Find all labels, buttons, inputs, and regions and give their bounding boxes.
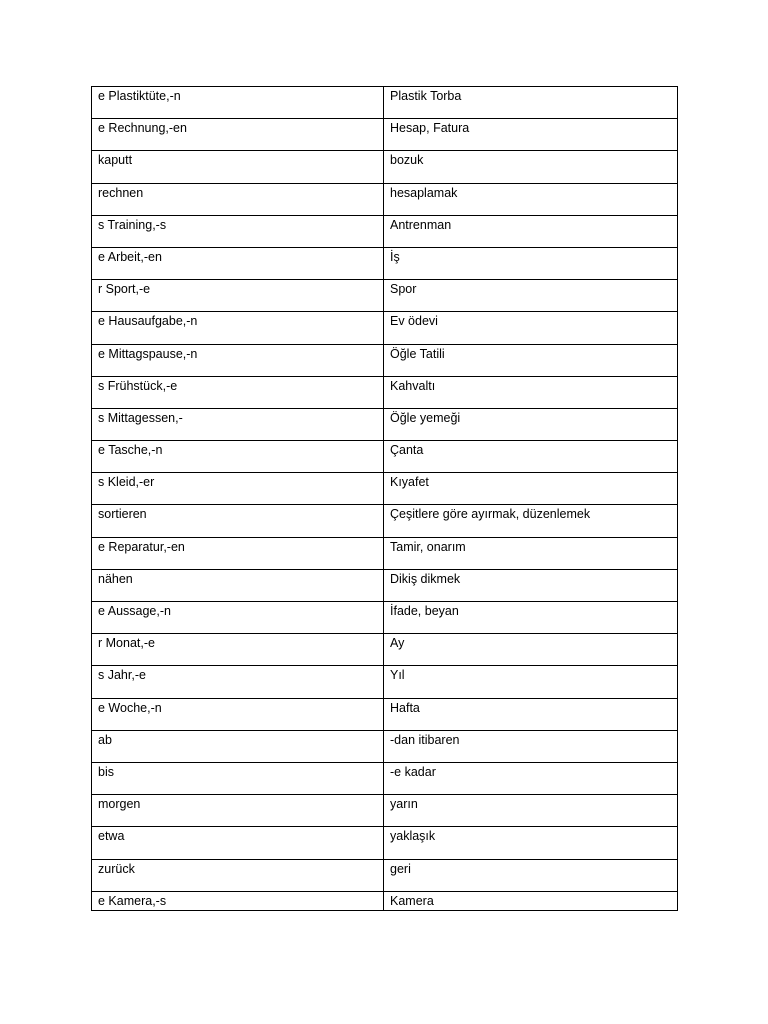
german-word-cell: sortieren [92, 505, 384, 537]
german-word-cell: e Rechnung,-en [92, 119, 384, 151]
table-row [92, 666, 678, 698]
table-row [92, 505, 678, 537]
german-word-cell: s Training,-s [92, 215, 384, 247]
german-word-cell: e Kamera,-s [92, 891, 384, 910]
table-row [92, 827, 678, 859]
vocabulary-table-body [92, 87, 678, 911]
table-row [92, 87, 678, 119]
german-word-cell: s Mittagessen,- [92, 408, 384, 440]
turkish-translation-cell: Kahvaltı [384, 376, 678, 408]
german-word-cell: r Sport,-e [92, 280, 384, 312]
german-word-cell: bis [92, 762, 384, 794]
german-word-cell: r Monat,-e [92, 634, 384, 666]
german-word-cell: e Hausaufgabe,-n [92, 312, 384, 344]
german-word-cell: nähen [92, 569, 384, 601]
german-word-cell: e Plastiktüte,-n [92, 87, 384, 119]
german-word-cell: s Jahr,-e [92, 666, 384, 698]
turkish-translation-cell: Dikiş dikmek [384, 569, 678, 601]
table-row [92, 795, 678, 827]
table-row [92, 441, 678, 473]
turkish-translation-cell: geri [384, 859, 678, 891]
turkish-translation-cell: Ev ödevi [384, 312, 678, 344]
table-row [92, 891, 678, 910]
turkish-translation-cell: İş [384, 247, 678, 279]
german-word-cell: e Mittagspause,-n [92, 344, 384, 376]
turkish-translation-cell: hesaplamak [384, 183, 678, 215]
table-row [92, 312, 678, 344]
turkish-translation-cell: -e kadar [384, 762, 678, 794]
table-row [92, 730, 678, 762]
turkish-translation-cell: bozuk [384, 151, 678, 183]
table-row [92, 762, 678, 794]
turkish-translation-cell: yaklaşık [384, 827, 678, 859]
turkish-translation-cell: Ay [384, 634, 678, 666]
turkish-translation-cell: Çanta [384, 441, 678, 473]
turkish-translation-cell: Kıyafet [384, 473, 678, 505]
table-row [92, 183, 678, 215]
turkish-translation-cell: yarın [384, 795, 678, 827]
turkish-translation-cell: -dan itibaren [384, 730, 678, 762]
table-row [92, 280, 678, 312]
turkish-translation-cell: İfade, beyan [384, 602, 678, 634]
turkish-translation-cell: Çeşitlere göre ayırmak, düzenlemek [384, 505, 678, 537]
turkish-translation-cell: Hesap, Fatura [384, 119, 678, 151]
turkish-translation-cell: Antrenman [384, 215, 678, 247]
table-row [92, 473, 678, 505]
german-word-cell: kaputt [92, 151, 384, 183]
turkish-translation-cell: Öğle Tatili [384, 344, 678, 376]
turkish-translation-cell: Tamir, onarım [384, 537, 678, 569]
german-word-cell: s Kleid,-er [92, 473, 384, 505]
german-word-cell: s Frühstück,-e [92, 376, 384, 408]
german-word-cell: e Aussage,-n [92, 602, 384, 634]
vocabulary-table [91, 86, 678, 911]
turkish-translation-cell: Öğle yemeği [384, 408, 678, 440]
turkish-translation-cell: Kamera [384, 891, 678, 910]
german-word-cell: e Arbeit,-en [92, 247, 384, 279]
table-row [92, 602, 678, 634]
table-row [92, 344, 678, 376]
table-row [92, 151, 678, 183]
turkish-translation-cell: Yıl [384, 666, 678, 698]
german-word-cell: e Tasche,-n [92, 441, 384, 473]
table-row [92, 569, 678, 601]
table-row [92, 698, 678, 730]
turkish-translation-cell: Hafta [384, 698, 678, 730]
table-row [92, 634, 678, 666]
table-row [92, 537, 678, 569]
turkish-translation-cell: Spor [384, 280, 678, 312]
german-word-cell: ab [92, 730, 384, 762]
table-row [92, 119, 678, 151]
german-word-cell: morgen [92, 795, 384, 827]
german-word-cell: etwa [92, 827, 384, 859]
table-row [92, 376, 678, 408]
german-word-cell: e Woche,-n [92, 698, 384, 730]
german-word-cell: zurück [92, 859, 384, 891]
german-word-cell: e Reparatur,-en [92, 537, 384, 569]
table-row [92, 408, 678, 440]
turkish-translation-cell: Plastik Torba [384, 87, 678, 119]
table-row [92, 859, 678, 891]
german-word-cell: rechnen [92, 183, 384, 215]
table-row [92, 215, 678, 247]
table-row [92, 247, 678, 279]
